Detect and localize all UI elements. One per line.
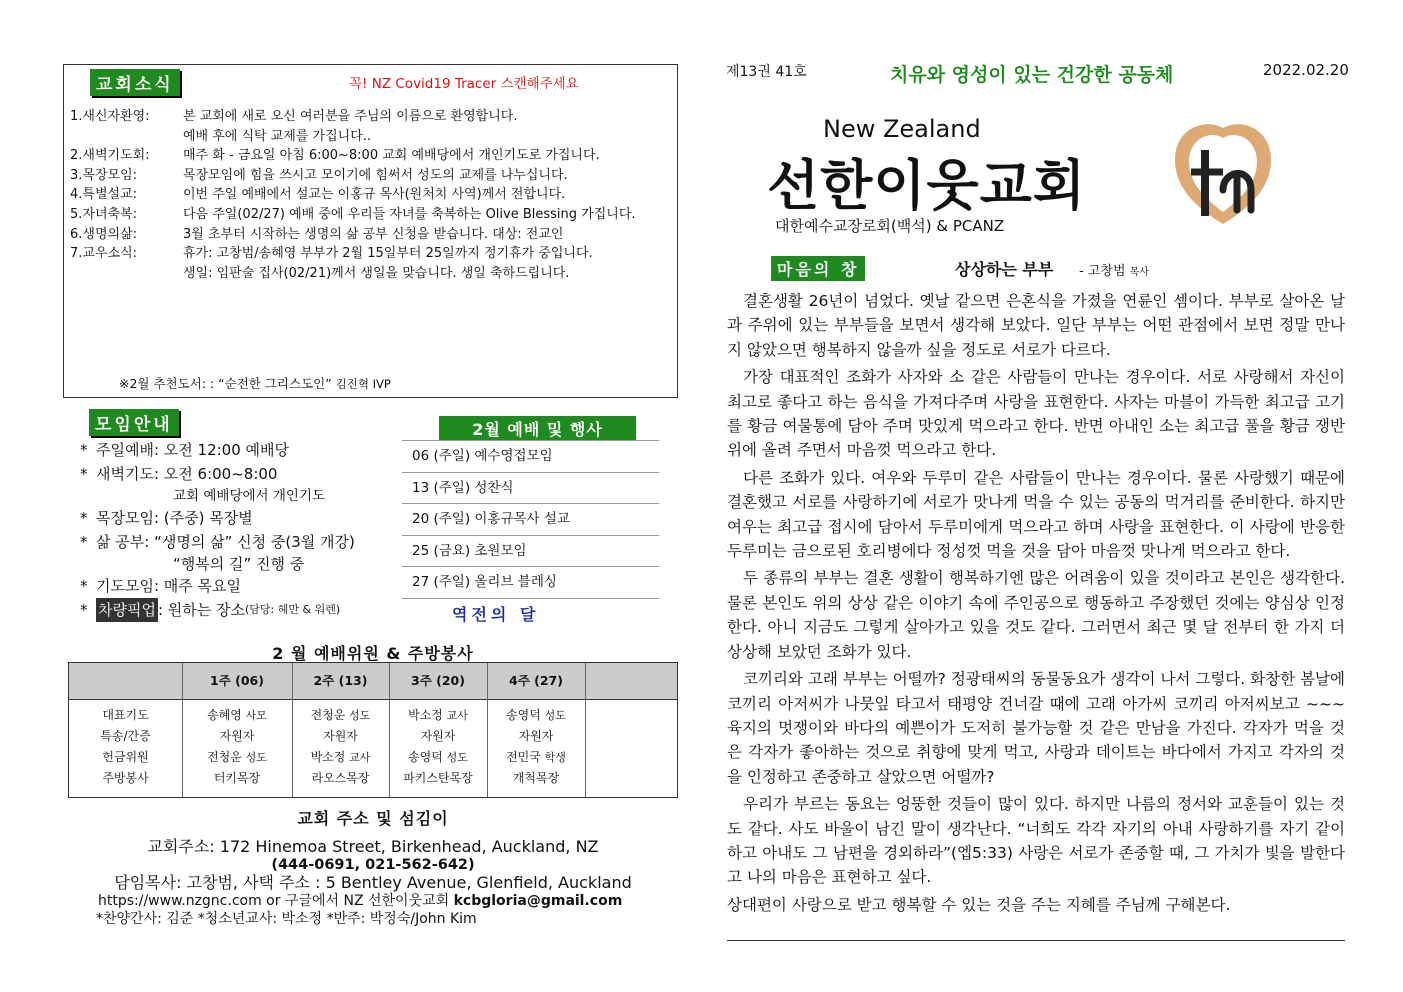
column-divider — [585, 663, 586, 797]
meeting-item-label: 기도모임 — [96, 577, 154, 595]
church-news-title: 교회소식 — [90, 69, 180, 96]
duty-role-label: 주방봉사 — [102, 771, 149, 785]
meeting-item-note: 교회 예배당에서 개인기도 — [173, 488, 326, 504]
duty-special: 자원자 — [420, 729, 456, 743]
duty-person-name: 전청운 — [207, 750, 242, 764]
news-item — [70, 127, 675, 147]
duty-person-name: 전민국 — [506, 750, 541, 764]
website-line — [68, 892, 678, 910]
meeting-item-note: “행복의 길” 진행 중 — [173, 555, 305, 573]
month-theme: 역전의 달 — [452, 605, 540, 624]
duty-role-label: 특송/간증 — [100, 729, 151, 743]
column-paragraph: 다른 조화가 있다. 여우와 두루미 같은 사람들이 만나는 경우이다. 물론 사랑했기 때문에 결혼했고 서로를 사랑하기에 서로가 맛나게 먹을 수 있는 공동의 먹거리를 준비한다. 하지만 여우는 최고급 접시에 담아서 두루미에게 먹으라고 하며 사랑을 표현한다. 이 사랑에 반응한 두루미는 금으로된 호리병에다 정성껏 먹을 것을 담아 마음껏 맛나게 먹으라고 한다. — [727, 468, 1345, 561]
duty-prayer — [389, 705, 487, 726]
church-name: 선한이웃교회 — [767, 154, 1086, 217]
duty-offering — [487, 747, 585, 768]
column-body — [727, 289, 1345, 920]
duty-roles-column — [69, 705, 182, 789]
meeting-item — [80, 574, 400, 598]
news-item-text: 목장모임에 힘을 쓰시고 모이기에 힘써서 성도의 교제를 나누십니다. — [183, 167, 568, 183]
event-item: 06 (주일) 예수영접모임 — [402, 440, 659, 472]
meeting-item-value: : 오전 6:00~8:00 — [153, 465, 278, 483]
duty-person-name: 송혜영 — [207, 708, 242, 722]
church-logo-icon — [1165, 120, 1285, 230]
duty-person-role: 성도 — [446, 751, 468, 764]
duty-week-column — [389, 705, 487, 789]
duty-person-role: 성도 — [349, 709, 371, 722]
news-item-label: 4.특별설교: — [70, 187, 138, 203]
duty-person-role: 사모 — [245, 709, 267, 722]
church-motto: 치유와 영성이 있는 건강한 공동체 — [890, 64, 1174, 86]
meeting-item-label: 차량픽업 — [96, 598, 158, 622]
duty-person-name: 송영덕 — [408, 750, 443, 764]
duty-kitchen: 개척목장 — [512, 771, 560, 785]
meeting-item — [80, 462, 400, 486]
duty-week-header: 2주 (13) — [313, 673, 368, 688]
duty-person-name: 전청운 — [310, 708, 346, 722]
column-author — [1079, 260, 1149, 279]
bullet-star-icon: * — [80, 465, 88, 483]
event-item: 27 (주일) 올리브 블레싱 — [402, 566, 659, 599]
duty-kitchen: 라오스목장 — [311, 771, 370, 785]
news-item-label: 1.새신자환영: — [70, 109, 150, 124]
duty-person-role: 학생 — [544, 751, 566, 764]
news-item — [70, 205, 675, 225]
duty-prayer — [487, 705, 585, 726]
duty-week-header: 3주 (20) — [411, 673, 465, 688]
events-list — [402, 440, 659, 599]
duty-person-name: 박소정 — [310, 750, 346, 764]
meeting-item-label: 목장모임 — [96, 509, 154, 527]
duty-person-role: 성도 — [544, 709, 566, 722]
duty-week-column — [487, 705, 585, 789]
news-item — [70, 264, 675, 284]
meeting-item — [80, 438, 400, 462]
bullet-star-icon: * — [80, 577, 88, 595]
duty-role-label: 헌금위원 — [102, 750, 149, 764]
news-item — [70, 107, 675, 127]
news-item — [70, 166, 675, 186]
duty-week-header: 4주 (27) — [509, 673, 563, 688]
meeting-info-title: 모임안내 — [89, 409, 179, 436]
news-item-text: 매주 화 - 금요일 아침 6:00~8:00 교회 예배당에서 개인기도로 가집니다. — [183, 148, 600, 164]
duty-special: 자원자 — [518, 729, 554, 743]
meeting-item — [80, 598, 400, 622]
duty-week-column — [292, 705, 389, 789]
church-news-box — [63, 64, 678, 398]
news-item-text: 생일: 임판술 집사(02/21)께서 생일을 맞습니다. 생일 축하드립니다. — [183, 265, 570, 281]
duty-offering — [389, 747, 487, 768]
bulletin-date: 2022.02.20 — [1263, 61, 1349, 79]
bullet-star-icon: * — [80, 509, 88, 527]
issue-number: 제13권 41호 — [726, 64, 807, 80]
denomination: 대한예수교장로회(백석) & PCANZ — [775, 217, 1005, 235]
duty-prayer — [182, 705, 292, 726]
duty-kitchen: 터키목장 — [213, 771, 261, 785]
news-item-text: 휴가: 고창범/송혜영 부부가 2월 15일부터 25일까지 정기휴가 중입니다. — [183, 246, 593, 262]
meeting-item-value: : “생명의 삶” 신청 중(3월 개강) — [144, 533, 355, 551]
event-item: 25 (금요) 초원모임 — [402, 535, 659, 567]
duty-person-name: 박소정 — [408, 708, 443, 722]
column-author-role: 목사 — [1129, 267, 1149, 278]
news-item-text: 본 교회에 새로 오신 여러분을 주님의 이름으로 환영합니다. — [183, 109, 518, 124]
meeting-item-value: : 매주 목요일 — [153, 577, 242, 595]
meeting-item-value: : 원하는 장소 — [157, 601, 246, 619]
meeting-item-label: 새벽기도 — [96, 465, 154, 483]
column-paragraph: 상대편이 사랑으로 받고 행복할 수 있는 것을 주는 지혜를 주님께 구해본다. — [727, 895, 1231, 914]
staff-list: *찬양간사: 김준 *청소년교사: 박소정 *반주: 박정숙/John Kim — [96, 911, 477, 927]
duty-person-name: 송영덕 — [506, 708, 541, 722]
news-item-label — [70, 264, 183, 284]
news-item — [70, 146, 675, 166]
duty-week-header: 1주 (06) — [210, 673, 264, 688]
meeting-item — [80, 506, 400, 530]
duty-person-role: 교사 — [446, 709, 468, 722]
column-badge: 마음의 창 — [771, 256, 865, 281]
meeting-item-value: : (주중) 목장별 — [153, 509, 253, 527]
address-block — [68, 838, 678, 928]
covid-tracer-notice: 꼭! NZ Covid19 Tracer 스캔해주세요 — [349, 76, 579, 92]
news-item-text: 다음 주일(02/27) 예배 중에 우리들 자녀를 축복하는 Olive Blessing 가집니다. — [183, 206, 636, 222]
website-link[interactable]: https://www.nzgnc.com or 구글에서 NZ 선한이웃교회 — [98, 893, 454, 909]
news-item-label: 7.교우소식: — [70, 246, 138, 262]
bottom-divider — [727, 940, 1345, 941]
meeting-item-label: 주일예배 — [96, 441, 154, 459]
duty-person-role: 성도 — [245, 751, 267, 764]
duty-offering — [292, 747, 389, 768]
church-news-list — [70, 107, 675, 283]
duty-prayer — [292, 705, 389, 726]
recommended-book-title: ※2월 추천도서: : “순전한 그리스도인” — [119, 376, 332, 391]
recommended-book — [119, 374, 391, 392]
column-paragraph: 두 종류의 부부는 결혼 생활이 행복하기엔 많은 어려움이 있을 것이라고 본인은 생각한다. 물론 본인도 위의 상상 같은 이야기 속에 주인공으로 행동하고 주장했던 것에는 양심상 인정한다. 아니 지금도 그렇게 살아가고 있을 것도 같다. 그러면서 최근 몇 달 전부터 한 가지 더 상상해 보았던 조화가 있다. — [727, 569, 1345, 661]
bullet-star-icon: * — [80, 441, 88, 459]
duty-offering — [182, 747, 292, 768]
meeting-item-value: : 오전 12:00 예배당 — [153, 441, 290, 459]
duty-special: 자원자 — [323, 729, 358, 743]
column-paragraph: 가장 대표적인 조화가 사자와 소 같은 사람들이 만나는 경우이다. 서로 사랑해서 자신이 최고로 좋다고 하는 음식을 가져다주며 사랑을 표현한다. 사자는 마블이 가득한 최고급 고기를 황금 여물통에 담아 주며 맛있게 먹으라고 한다. 반면 아내인 소는 최고급 풀을 황금 쟁반 위에 올려 주면서 마음껏 먹으라고 한다. — [727, 368, 1345, 460]
duty-special: 자원자 — [219, 729, 255, 743]
bullet-star-icon: * — [80, 601, 88, 619]
duty-kitchen: 파키스탄목장 — [403, 771, 473, 785]
pickup-note: (담당: 헤만 & 워렌) — [245, 603, 341, 616]
meeting-item — [80, 530, 400, 554]
email-link[interactable]: kcbgloria@gmail.com — [453, 893, 623, 909]
recommended-book-author: 김진혁 IVP — [335, 377, 391, 391]
meeting-info-list — [80, 438, 400, 622]
meeting-item-label: 삶 공부 — [96, 533, 145, 551]
news-item-label: 3.목장모임: — [70, 167, 138, 183]
news-item-label — [70, 127, 183, 147]
bullet-star-icon: * — [80, 533, 88, 551]
news-item — [70, 225, 675, 245]
news-item — [70, 185, 675, 205]
news-item — [70, 244, 675, 264]
events-title: 2월 예배 및 행사 — [439, 416, 636, 441]
duty-week-column — [182, 705, 292, 789]
address-title: 교회 주소 및 섬김이 — [297, 809, 449, 828]
country-label: New Zealand — [823, 115, 981, 143]
event-item: 20 (주일) 이홍규목사 설교 — [402, 503, 659, 535]
event-item: 13 (주일) 성찬식 — [402, 472, 659, 504]
column-paragraph: 코끼리와 고래 부부는 어떨까? 정광태씨의 동물동요가 생각이 나서 그렇다. 화창한 봄날에 코끼리 아저씨가 나뭇잎 타고서 태평양 건너갈 때에 고래 아가씨 코끼리 아저씨보고 ~~~ 육지의 멋쟁이와 바다의 예쁜이가 도저히 불가능할 것 같은 만남을 가진다. 각자가 먹을 것은 각자가 좋아하는 것으로 취향에 맞게 먹고, 사랑과 데이트는 바다에서 가지고 각자의 것을 인정하고 존중하고 살았으면 어떨까? — [727, 670, 1345, 786]
news-item-text: 이번 주일 예배에서 설교는 이홍규 목사(원처치 사역)께서 전합니다. — [183, 187, 566, 203]
news-item-text: 예배 후에 식탁 교제를 가집니다.. — [183, 128, 372, 144]
column-paragraph: 결혼생활 26년이 넘었다. 옛날 같으면 은혼식을 가졌을 연륜인 셈이다. 부부로 살아온 날과 주위에 있는 부부들을 보면서 생각해 보았다. 일단 부부는 어떤 관점에서 보면 정말 만나지 않았으면 행복하지 않을까 싶을 정도로 서로가 다르다. — [727, 292, 1345, 359]
column-paragraph: 우리가 부르는 동요는 엉뚱한 것들이 많이 있다. 하지만 나름의 정서와 교훈들이 있는 것도 같다. 사도 바울이 남긴 말이 생각난다. “너희도 각각 자기의 아내 사랑하기를 자기 같이 하고 아내도 그 남편을 경외하라”(엡5:33) 사랑은 서로가 존중할 때, 그 가치가 빛을 발한다고 나의 마음은 표현하고 싶다. — [727, 795, 1345, 887]
column-title: 상상하는 부부 — [955, 260, 1054, 279]
news-item-text: 3월 초부터 시작하는 생명의 삶 공부 신청을 받습니다. 대상: 전교인 — [183, 226, 564, 242]
column-author-name: - 고창범 — [1079, 264, 1126, 279]
duty-role-label: 대표기도 — [102, 708, 149, 722]
church-address: 교회주소: 172 Hinemoa Street, Birkenhead, Auckland, NZ — [147, 837, 599, 856]
news-item-label: 6.생명의삶: — [70, 226, 138, 242]
duty-person-role: 교사 — [349, 751, 371, 764]
news-item-label: 2.새벽기도회: — [70, 148, 150, 164]
duty-table-title: 2 월 예배위원 & 주방봉사 — [272, 644, 474, 663]
pastor-address: 담임목사: 고창범, 사택 주소 : 5 Bentley Avenue, Glenfield, Auckland — [114, 873, 632, 892]
duty-table — [68, 662, 678, 798]
church-phone: (444-0691, 021-562-642) — [271, 857, 475, 873]
news-item-label: 5.자녀축복: — [70, 206, 138, 222]
